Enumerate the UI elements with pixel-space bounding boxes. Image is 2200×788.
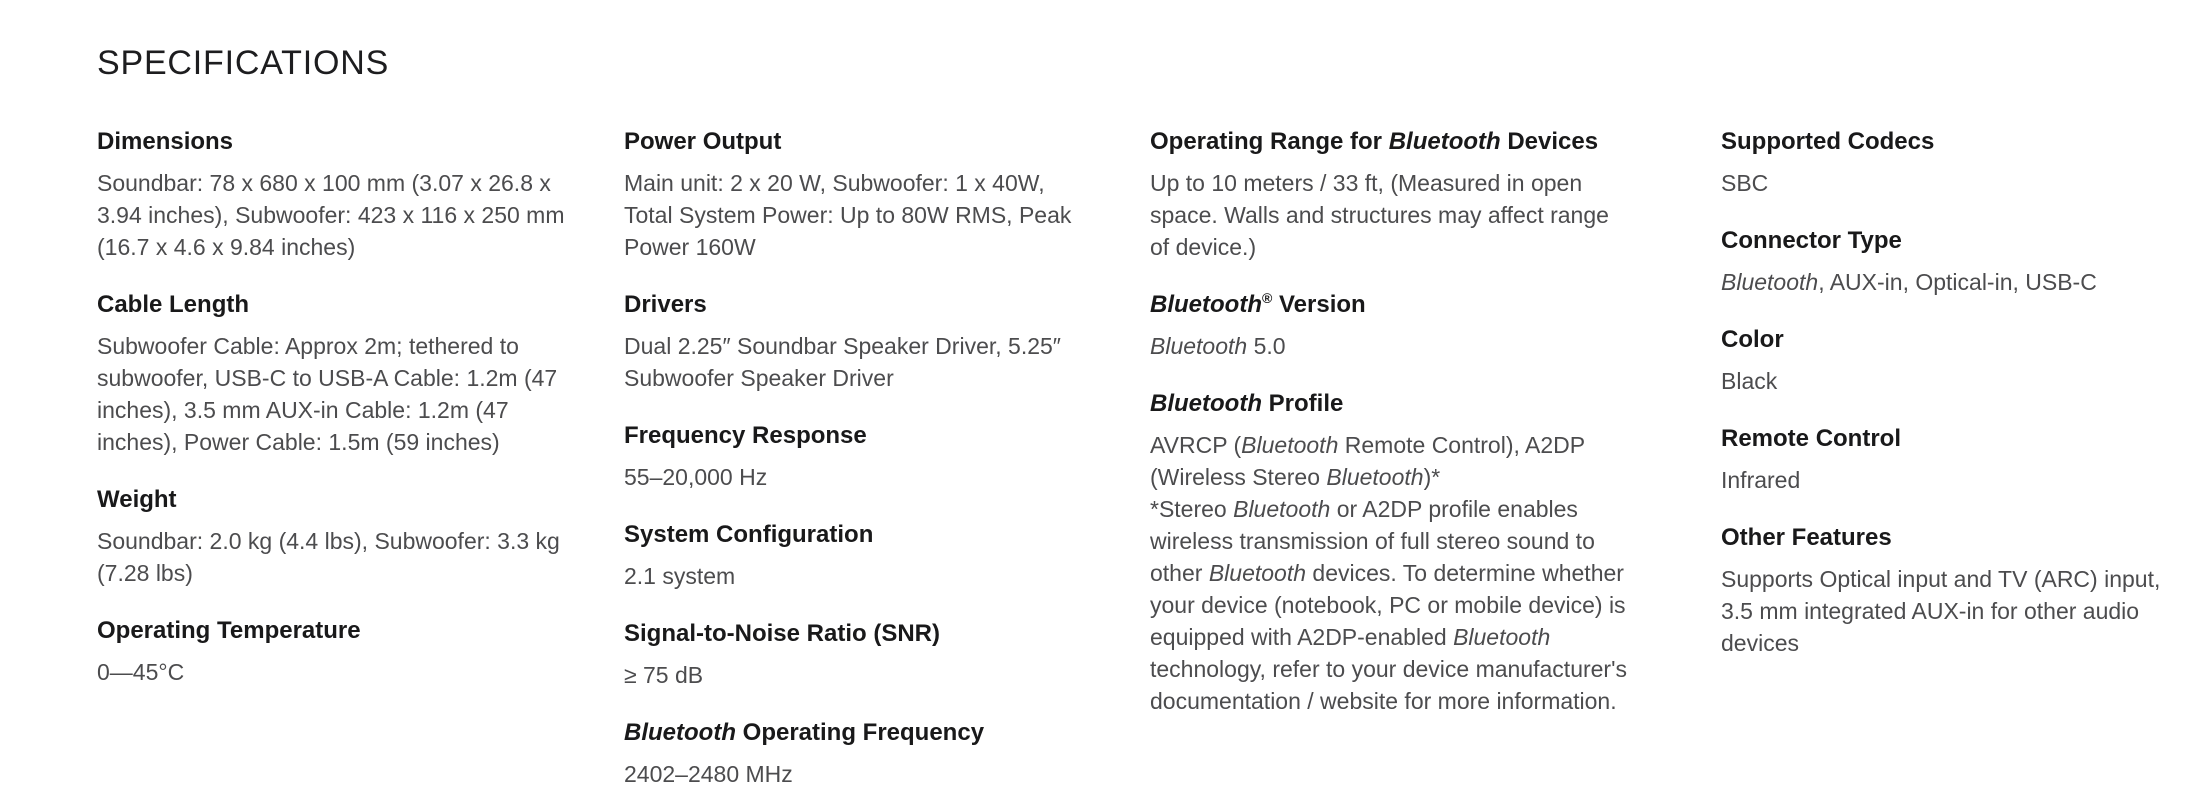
text-run: Dual 2.25″ Soundbar Speaker Driver, 5.25″ Subwoofer Speaker Driver — [624, 333, 1061, 391]
spec-section-heading — [624, 619, 1094, 649]
spec-section — [97, 127, 567, 263]
text-run: Bluetooth — [1208, 560, 1307, 586]
text-run: Frequency Response — [624, 422, 867, 449]
spec-section — [624, 290, 1094, 394]
text-run: Operating Frequency — [735, 719, 985, 746]
text-run: Infrared — [1721, 467, 1801, 493]
spec-section-heading — [624, 421, 1094, 451]
spec-section-heading — [624, 127, 1094, 157]
page-title: SPECIFICATIONS — [97, 44, 390, 82]
text-run: Bluetooth — [1150, 291, 1262, 318]
text-run: Version — [1272, 291, 1366, 318]
text-run: 2.1 system — [624, 563, 736, 589]
spec-section — [1721, 127, 2166, 199]
spec-section-body — [1721, 266, 2166, 298]
text-run: Bluetooth — [1388, 128, 1501, 155]
spec-section-heading — [1150, 127, 1628, 157]
text-run: Profile — [1261, 390, 1344, 417]
spec-section-body — [624, 758, 1094, 788]
text-run: Power Output — [624, 128, 782, 155]
spec-section — [624, 421, 1094, 493]
text-run: Dimensions — [97, 128, 234, 155]
spec-columns — [97, 127, 2160, 788]
spec-section-heading — [1721, 226, 2166, 256]
spec-section — [1721, 325, 2166, 397]
spec-section — [624, 520, 1094, 592]
spec-column-1 — [97, 127, 567, 715]
spec-section-body — [1150, 330, 1628, 362]
spec-section-heading — [624, 718, 1094, 748]
spec-section-heading — [1150, 389, 1628, 419]
spec-section-heading — [624, 290, 1094, 320]
spec-section-body — [97, 525, 567, 589]
spec-section-body — [1150, 429, 1628, 717]
spec-section-heading — [1721, 523, 2166, 553]
spec-section-heading — [97, 485, 567, 515]
text-run: , AUX-in, Optical-in, USB-C — [1818, 269, 2097, 295]
spec-section-heading — [1721, 424, 2166, 454]
spec-section-body — [1721, 167, 2166, 199]
text-run: Bluetooth — [624, 719, 736, 746]
spec-section-body — [1721, 464, 2166, 496]
spec-section-heading — [1721, 127, 2166, 157]
text-run: Main unit: 2 x 20 W, Subwoofer: 1 x 40W, Total System Power: Up to 80W RMS, Peak Power 160W — [624, 170, 1072, 260]
text-run: Supported Codecs — [1721, 128, 1935, 155]
text-run: 0—45°C — [97, 659, 185, 685]
spec-section — [624, 127, 1094, 263]
spec-section — [624, 619, 1094, 691]
text-run: SBC — [1721, 170, 1769, 196]
spec-section-heading — [97, 127, 567, 157]
spec-section — [1150, 389, 1628, 717]
text-run: *Stereo — [1150, 496, 1234, 522]
text-run: 55–20,000 Hz — [624, 464, 768, 490]
spec-section-heading — [624, 520, 1094, 550]
text-run: Operating Temperature — [97, 617, 361, 644]
spec-section-body — [1150, 167, 1628, 263]
text-run: Bluetooth — [1721, 269, 1819, 295]
spec-section-body — [1721, 365, 2166, 397]
text-run: Drivers — [624, 291, 707, 318]
text-run: Devices — [1500, 128, 1599, 155]
text-run: Bluetooth — [1326, 464, 1424, 490]
text-run: Weight — [97, 486, 177, 513]
spec-section — [624, 718, 1094, 788]
spec-section-heading — [1150, 290, 1628, 320]
text-run: Soundbar: 78 x 680 x 100 mm (3.07 x 26.8 x 3.94 inches), Subwoofer: 423 x 116 x 250 mm (16.7 x 4.6 x 9.84 inches) — [97, 170, 565, 260]
spec-section-body — [97, 330, 567, 458]
text-run: Bluetooth — [1241, 432, 1339, 458]
spec-section — [97, 485, 567, 589]
text-run: ≥ 75 dB — [624, 662, 704, 688]
spec-column-4 — [1721, 127, 2166, 686]
text-run: )* — [1423, 464, 1441, 490]
text-run: Connector Type — [1721, 227, 1902, 254]
text-run: 5.0 — [1247, 333, 1286, 359]
text-run: Soundbar: 2.0 kg (4.4 lbs), Subwoofer: 3.3 kg (7.28 lbs) — [97, 528, 560, 586]
text-run: Operating Range for — [1150, 128, 1389, 155]
spec-section-heading — [97, 616, 567, 646]
text-run: Remote Control), A2DP (Wireless Stereo — [1150, 432, 1585, 490]
text-run: Supports Optical input and TV (ARC) input, 3.5 mm integrated AUX-in for other audio devices — [1721, 566, 2161, 656]
spec-section-body — [97, 167, 567, 263]
text-run: Bluetooth — [1453, 624, 1551, 650]
spec-section-body — [624, 560, 1094, 592]
text-run: Bluetooth — [1150, 333, 1248, 359]
spec-column-3 — [1150, 127, 1628, 744]
spec-section — [97, 290, 567, 458]
text-run: Signal-to-Noise Ratio (SNR) — [624, 620, 940, 647]
spec-section — [1721, 226, 2166, 298]
spec-section-heading — [1721, 325, 2166, 355]
text-run: Cable Length — [97, 291, 250, 318]
spec-section-body — [624, 461, 1094, 493]
text-run: AVRCP ( — [1150, 432, 1242, 458]
spec-section-body — [1721, 563, 2166, 659]
text-run: ® — [1261, 290, 1273, 306]
spec-section-body — [97, 656, 567, 688]
text-run: System Configuration — [624, 521, 874, 548]
spec-column-2 — [624, 127, 1094, 788]
text-run: Color — [1721, 326, 1784, 353]
text-run: technology, refer to your device manufacturer's documentation / website for more information. — [1150, 656, 1627, 714]
spec-section-body — [624, 330, 1094, 394]
text-run: or A2DP profile enables wireless transmission of full stereo sound to other — [1150, 496, 1595, 586]
spec-section — [97, 616, 567, 688]
text-run: Bluetooth — [1150, 390, 1262, 417]
spec-section-body — [624, 167, 1094, 263]
text-run: devices. To determine whether your device (notebook, PC or mobile device) is equipped with A2DP-enabled — [1150, 560, 1626, 650]
spec-section — [1150, 290, 1628, 362]
spec-section — [1150, 127, 1628, 263]
spec-section-body — [624, 659, 1094, 691]
text-run: Bluetooth — [1233, 496, 1331, 522]
spec-section-heading — [97, 290, 567, 320]
spec-section — [1721, 424, 2166, 496]
text-run: Up to 10 meters / 33 ft, (Measured in open space. Walls and structures may affect range of device.) — [1150, 170, 1609, 260]
text-run: Black — [1721, 368, 1778, 394]
text-run: Remote Control — [1721, 425, 1901, 452]
text-run: 2402–2480 MHz — [624, 761, 793, 787]
text-run: Other Features — [1721, 524, 1892, 551]
spec-section — [1721, 523, 2166, 659]
text-run: Subwoofer Cable: Approx 2m; tethered to subwoofer, USB-C to USB-A Cable: 1.2m (47 inches), 3.5 mm AUX-in Cable: 1.2m (47 inches), Power Cable: 1.5m (59 inches) — [97, 333, 558, 455]
